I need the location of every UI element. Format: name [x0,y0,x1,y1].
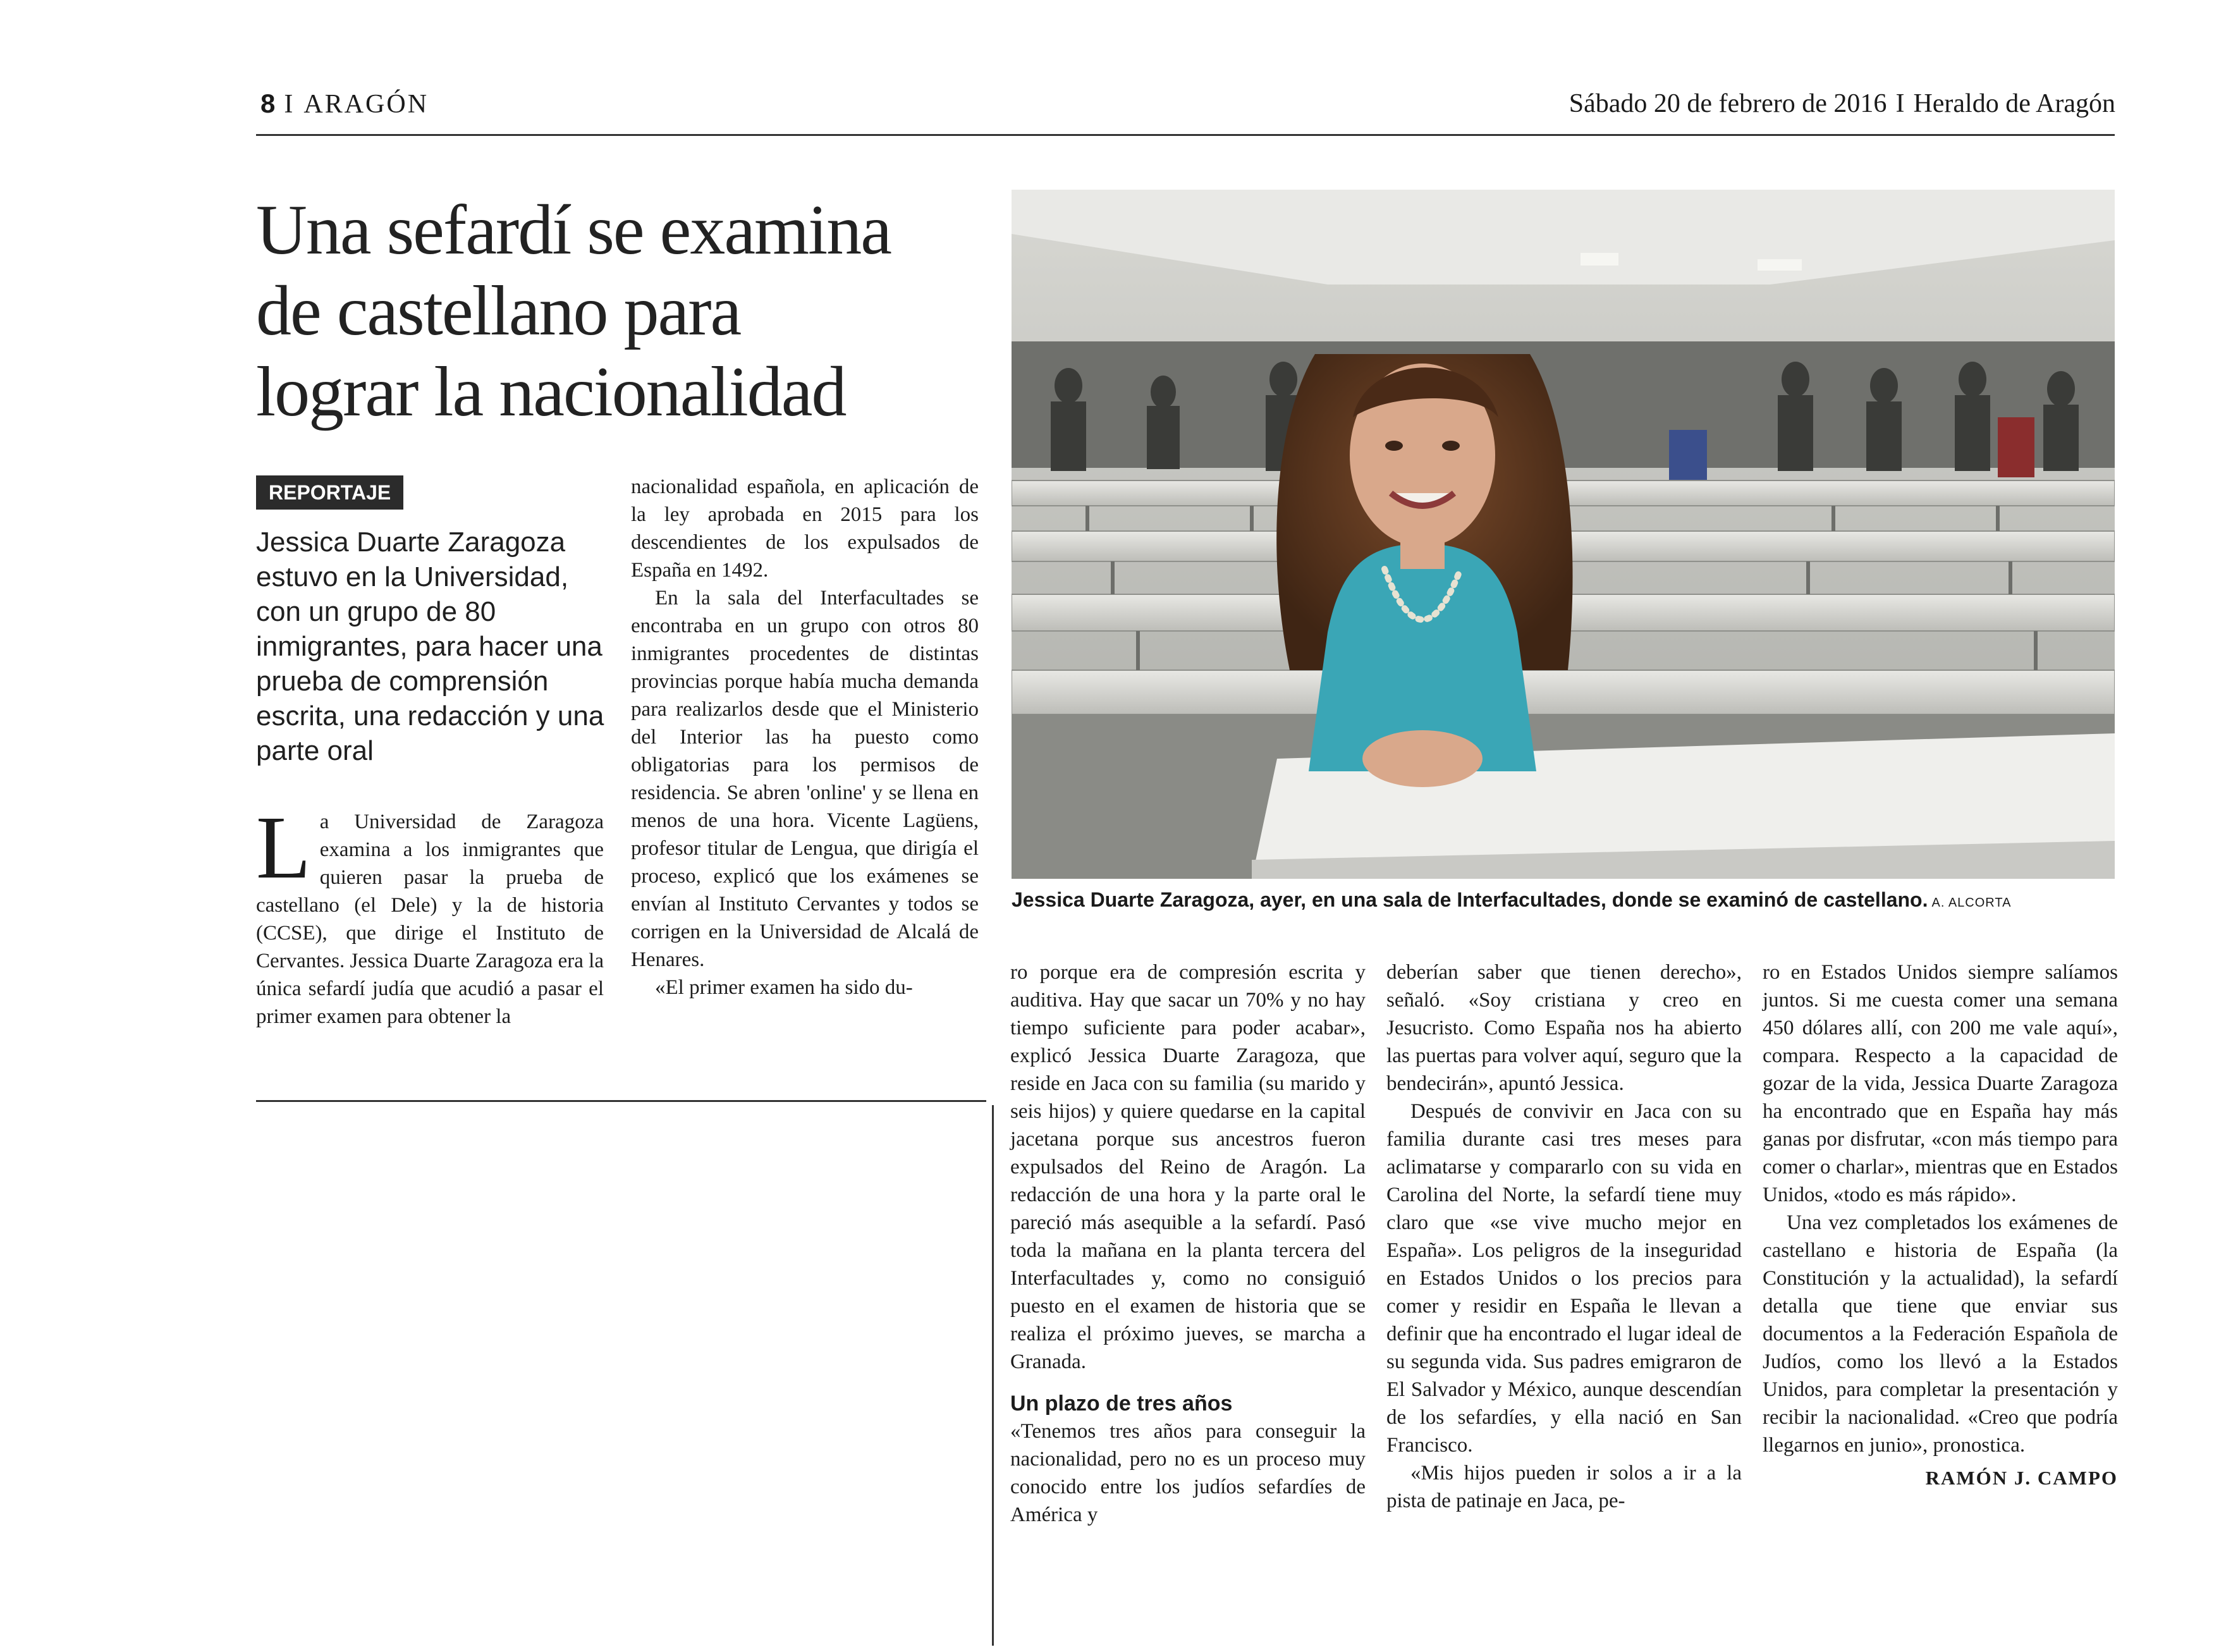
article-deck: Jessica Duarte Zaragoza estuvo en la Universidad, con un grupo de 80 inmigrantes, para hacer una prueba de comprensión escrita, una redacción y una parte oral [256,527,604,766]
photo-credit: A. ALCORTA [1931,896,2012,910]
drop-cap: L [256,797,311,897]
issue-date: Sábado 20 de febrero de 2016 [1569,89,1887,118]
column-divider-horizontal [256,1100,986,1102]
body-column-2 [631,473,979,1001]
header-separator: I [1895,89,1905,118]
body-paragraph: ro porque era de compresión escrita y auditiva. Hay que sacar un 70% y no hay tiempo suficiente para poder acabar», explicó Jessica Duarte Zaragoza, que reside en Jaca con su familia (su marido y seis hijos) y quiere quedarse en la capital jacetana porque sus ancestros fueron expulsados del Reino de Aragón. La redacción de una hora y la parte oral le pareció más asequible a la sefardí. Pasó toda la mañana en la planta tercera del Interfacultades y, como no consiguió puesto en el examen de historia que se realiza el próximo jueves, se marcha a Granada. [1010,961,1366,1373]
body-paragraph [256,797,604,1031]
section-name: ARAGÓN [303,90,429,119]
body-paragraph: «El primer examen ha sido du- [655,976,913,999]
article-photo [1012,190,2115,879]
page-header-left [260,89,429,119]
body-paragraph: deberían saber que tienen derecho», señaló. «Soy cristiana y creo en Jesucristo. Como España nos ha abierto las puertas para volver aquí, seguro que la bendecirán», apuntó Jessica. [1386,961,1742,1095]
headline-line: Una sefardí se examina [256,191,891,269]
section-tag: REPORTAJE [256,475,403,510]
body-column-1 [256,797,604,1031]
caption-text: Jessica Duarte Zaragoza, ayer, en una sala de Interfacultades, donde se examinó de castellano. [1012,888,1928,911]
body-column-5 [1763,958,2118,1492]
body-paragraph: ro en Estados Unidos siempre salíamos juntos. Si me cuesta comer una semana 450 dólares allí, con 200 me vale aquí», compara. Respecto a la capacidad de gozar de la vida, Jessica Duarte Zaragoza ha encontrado que en España hay más ganas por disfrutar, «con más tiempo para comer o charlar», mientras que en Estados Unidos, «todo es más rápido». [1763,961,2118,1206]
article-byline: RAMÓN J. CAMPO [1925,1467,2118,1489]
body-column-4 [1386,958,1742,1515]
publication-name: Heraldo de Aragón [1913,89,2115,118]
header-separator: I [284,90,295,119]
header-rule [256,134,2115,136]
body-paragraph: Después de convivir en Jaca con su familia durante casi tres meses para aclimatarse y compararlo con su vida en Carolina del Norte, la sefardí tiene muy claro que «se vive mucho mejor en España». Los peligros de la inseguridad en Estados Unidos o los precios para comer y residir en España le llevan a definir que ha encontrado el lugar ideal de su segunda vida. Sus padres emigraron de El Salvador y México, aunque descendían de los sefardíes, y ella nació en San Francisco. [1386,1100,1742,1457]
article-headline [256,190,1015,432]
page-number: 8 [260,89,276,118]
body-paragraph: «Mis hijos pueden ir solos a ir a la pista de patinaje en Jaca, pe- [1386,1462,1742,1512]
headline-line: lograr la nacionalidad [256,353,846,431]
body-column-3 [1010,958,1366,1529]
page-header-right [1569,89,2115,119]
body-text: a Universidad de Zaragoza examina a los inmigrantes que quieren pasar la prueba de castellano (el Dele) y la de historia (CCSE), que dirige el Instituto de Cervantes. Jessica Duarte Zaragoza era la única sefardí judía que acudió a pasar el primer examen para obtener la [256,811,604,1028]
headline-line: de castellano para [256,272,741,350]
body-paragraph: En la sala del Interfacultades se encontraba en un grupo con otros 80 inmigrantes procedentes de distintas provincias porque había mucha demanda para realizarlos desde que el Ministerio del Interior las ha puesto como obligatorias para los permisos de residencia. Se abren 'online' y se llena en menos de una hora. Vicente Lagüens, profesor titular de Lengua, que dirigía el proceso, explicó que los exámenes se envían al Instituto Cervantes y todos se corrigen en la Universidad de Alcalá de Henares. [631,587,979,971]
photo-classroom-portrait [1012,190,2115,879]
column-divider-vertical [992,1105,994,1646]
section-subhead: Un plazo de tres años [1010,1392,1233,1416]
body-paragraph: «Tenemos tres años para conseguir la nacionalidad, pero no es un proceso muy conocido entre los judíos sefardíes de América y [1010,1420,1366,1526]
body-paragraph: nacionalidad española, en aplicación de la ley aprobada en 2015 para los descendientes de los expulsados de España en 1492. [631,475,979,582]
photo-caption [1012,888,2124,912]
body-paragraph: Una vez completados los exámenes de castellano e historia de España (la Constitución y la actualidad), la sefardí detalla que tiene que enviar sus documentos a la Federación Española de Judíos, como los llevó a la Estados Unidos, para completar la presentación y recibir la nacionalidad. «Creo que podría llegarnos en junio», pronostica. [1763,1211,2118,1457]
